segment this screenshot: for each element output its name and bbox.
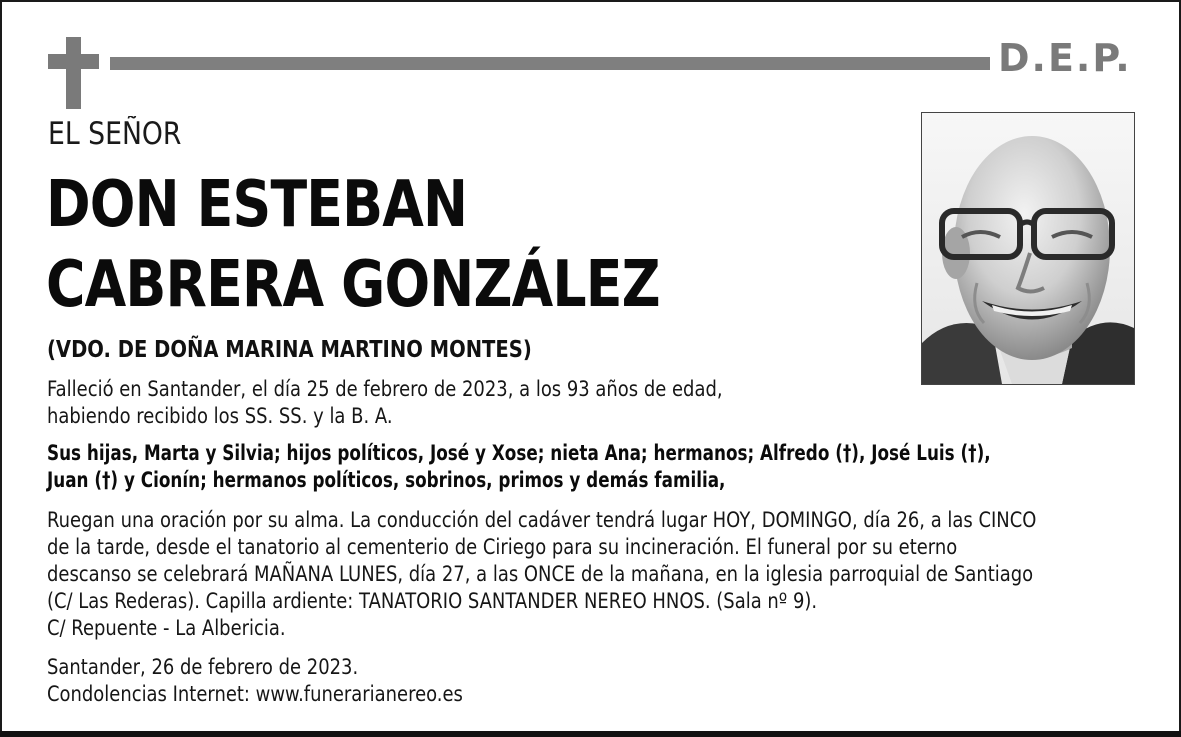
death-notice-line: Falleció en Santander, el día 25 de febrero de 2023, a los 93 años de edad, [47, 377, 723, 401]
family-list [47, 440, 991, 494]
widower-of: (VDO. DE DOÑA MARINA MARTINO MONTES) [47, 337, 532, 363]
footer [47, 654, 463, 708]
deceased-name-line2: CABRERA GONZÁLEZ [46, 248, 660, 322]
death-notice-line: habiendo recibido los SS. SS. y la B. A. [47, 404, 393, 428]
death-notice [47, 376, 723, 430]
bottom-border [0, 731, 1181, 737]
service-line: (C/ Las Rederas). Capilla ardiente: TANATORIO SANTANDER NEREO HNOS. (Sala nº 9). [47, 589, 818, 613]
service-line: C/ Repuente - La Albericia. [47, 616, 286, 640]
dep-label: D.E.P. [998, 36, 1132, 80]
family-line: Juan (†) y Cionín; hermanos políticos, sobrinos, primos y demás familia, [47, 468, 726, 492]
service-line: de la tarde, desde el tanatorio al cementerio de Ciriego para su incineración. El funeral por su eterno [47, 535, 958, 559]
family-line: Sus hijas, Marta y Silvia; hijos políticos, José y Xose; nieta Ana; hermanos; Alfredo (†), José Luis (†), [47, 441, 991, 465]
header-rule [110, 57, 990, 70]
service-line: Ruegan una oración por su alma. La conducción del cadáver tendrá lugar HOY, DOMINGO, día 26, a las CINCO [47, 508, 1037, 532]
deceased-title: EL SEÑOR [48, 116, 182, 152]
service-details [47, 507, 1036, 642]
deceased-name-line1: DON ESTEBAN [46, 168, 468, 242]
service-line: descanso se celebrará MAÑANA LUNES, día 27, a las ONCE de la mañana, en la iglesia parroquial de Santiago [47, 562, 1034, 586]
portrait-photo [921, 112, 1135, 385]
condolences-link: Condolencias Internet: www.funerarianereo.es [47, 682, 463, 706]
place-date: Santander, 26 de febrero de 2023. [47, 655, 359, 679]
